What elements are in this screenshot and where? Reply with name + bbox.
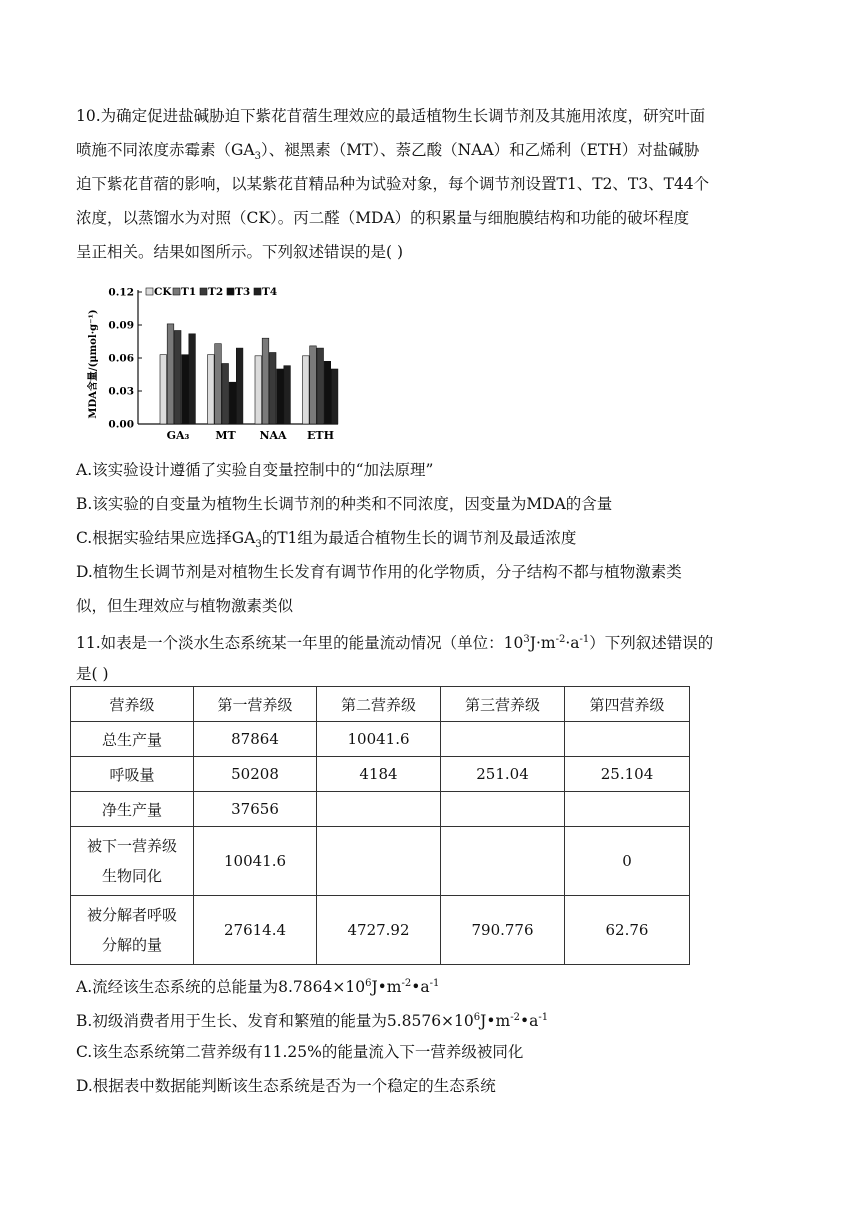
- chart-x-tick-label: ETH: [307, 429, 334, 442]
- chart-x-tick-label: MT: [215, 429, 236, 442]
- chart-bar: [236, 348, 243, 424]
- table-cell: 10041.6: [317, 722, 441, 757]
- question-11-option-b[interactable]: B.初级消费者用于生长、发育和繁殖的能量为$5.8576\times 10^6J•m^{-2}•a^{-1}$: [76, 1012, 549, 1031]
- chart-y-axis-label: MDA含量/(μmol·g⁻¹): [88, 309, 99, 419]
- table-cell: 4184: [317, 757, 441, 792]
- question-10-text: 10.为确定促进盐碱胁迫下紫花苜蓿生理效应的最适植物生长调节剂及其施用浓度，研究叶面: [76, 107, 706, 125]
- table-cell: [565, 792, 690, 827]
- table-row: [71, 792, 690, 827]
- table-cell: [565, 722, 690, 757]
- chart-bar: [167, 324, 174, 424]
- table-cell: 27614.4: [194, 896, 317, 965]
- table-row-label: 被下一营养级 生物同化: [71, 827, 194, 896]
- question-10-option-c[interactable]: C.根据实验结果应选择$GA_3$的T1组为最适合植物生长的调节剂及最适浓度: [76, 529, 577, 551]
- table-cell: 62.76: [565, 896, 690, 965]
- table-cell: 0: [565, 827, 690, 896]
- chart-bar: [310, 346, 317, 424]
- question-11-option-c[interactable]: C.该生态系统第二营养级有11.25%的能量流入下一营养级被同化: [76, 1043, 524, 1061]
- chart-bar: [208, 355, 215, 424]
- table-cell: 37656: [194, 792, 317, 827]
- chart-legend-swatch: [173, 288, 180, 295]
- table-header-cell: 第一营养级: [194, 687, 317, 722]
- chart-bar: [255, 356, 262, 424]
- chart-bar: [324, 361, 331, 424]
- question-10-text: 迫下紫花苜蓿的影响，以某紫花苜精品种为试验对象，每个调节剂设置T1、T2、T3、T44个: [76, 175, 710, 193]
- table-header-cell: 第三营养级: [441, 687, 565, 722]
- chart-bar: [215, 344, 222, 424]
- chart-y-tick-label: 0.09: [108, 319, 134, 332]
- table-cell: 10041.6: [194, 827, 317, 896]
- chart-legend-label: T4: [262, 286, 278, 298]
- table-cell: [441, 792, 565, 827]
- table-cell: 790.776: [441, 896, 565, 965]
- table-row: [71, 827, 690, 896]
- chart-y-tick-label: 0.03: [108, 385, 134, 398]
- question-11-text: 11.如表是一个淡水生态系统某一年里的能量流动情况（单位：$10^3J\cdot m^{-2}\cdot a^{-1}$）下列叙述错误的: [76, 634, 714, 653]
- chart-bar: [174, 331, 181, 425]
- chart-bar: [189, 334, 196, 424]
- table-row-label: 净生产量: [71, 792, 194, 827]
- table-row-label: 被分解者呼吸 分解的量: [71, 896, 194, 965]
- chart-bar: [262, 338, 269, 424]
- chart-legend-swatch: [254, 288, 261, 295]
- chart-bar: [331, 369, 338, 424]
- chart-y-tick-label: 0.00: [108, 418, 134, 431]
- chart-bar: [269, 353, 276, 425]
- table-row: [71, 896, 690, 965]
- table-row-label: 呼吸量: [71, 757, 194, 792]
- question-10-option-a[interactable]: A.该实验设计遵循了实验自变量控制中的“加法原理”: [76, 461, 434, 479]
- question-10-option-d[interactable]: D.植物生长调节剂是对植物生长发育有调节作用的化学物质，分子结构不都与植物激素类: [76, 563, 682, 581]
- question-11-option-d[interactable]: D.根据表中数据能判断该生态系统是否为一个稳定的生态系统: [76, 1077, 496, 1095]
- chart-bar: [160, 355, 167, 424]
- question-10-option-b[interactable]: B.该实验的自变量为植物生长调节剂的种类和不同浓度，因变量为MDA的含量: [76, 495, 613, 513]
- chart-legend-swatch: [146, 288, 153, 295]
- table-cell: 25.104: [565, 757, 690, 792]
- table-cell: 50208: [194, 757, 317, 792]
- question-10-text: 喷施不同浓度赤霉素$(GA_3)$、褪黑素（MT）、萘乙酸（NAA）和乙烯利（ETH）对盐碱胁: [76, 141, 700, 163]
- question-11-text: 是( ): [76, 665, 109, 683]
- chart-y-tick-label: 0.06: [108, 352, 134, 365]
- chart-bar: [222, 364, 229, 425]
- chart-legend-label: T1: [181, 286, 197, 298]
- chart-bar: [303, 356, 310, 424]
- chart-x-tick-label: NAA: [259, 429, 287, 442]
- table-header-cell: 第二营养级: [317, 687, 441, 722]
- table-header-row: [71, 687, 690, 722]
- table-cell: [317, 792, 441, 827]
- table-cell: 87864: [194, 722, 317, 757]
- chart-x-tick-label: GA₃: [166, 429, 190, 442]
- table-row-label: 总生产量: [71, 722, 194, 757]
- table-cell: [441, 827, 565, 896]
- energy-flow-table: [70, 686, 690, 965]
- chart-legend-label: T3: [235, 286, 251, 298]
- question-10-text: 呈正相关。结果如图所示。下列叙述错误的是( ): [76, 243, 404, 261]
- question-10-text: 浓度，以蒸馏水为对照（CK）。丙二醛（MDA）的积累量与细胞膜结构和功能的破坏程度: [76, 209, 690, 227]
- chart-bar: [317, 348, 324, 424]
- chart-y-tick-label: 0.12: [108, 286, 134, 299]
- question-10-option-d[interactable]: 似，但生理效应与植物激素类似: [76, 597, 294, 615]
- mda-bar-chart: [76, 278, 346, 448]
- table-header-cell: 营养级: [71, 687, 194, 722]
- chart-legend-swatch: [227, 288, 234, 295]
- chart-legend-swatch: [200, 288, 207, 295]
- table-cell: [317, 827, 441, 896]
- chart-legend-label: T2: [208, 286, 224, 298]
- chart-legend-label: CK: [154, 286, 172, 298]
- table-header-cell: 第四营养级: [565, 687, 690, 722]
- table-row: [71, 757, 690, 792]
- chart-bar: [284, 366, 291, 424]
- question-11-option-a[interactable]: A.流经该生态系统的总能量为$8.7864\times 10^6J•m^{-2}•a^{-1}$: [76, 978, 440, 997]
- chart-bar: [229, 382, 236, 424]
- table-row: [71, 722, 690, 757]
- table-cell: [441, 722, 565, 757]
- table-cell: 251.04: [441, 757, 565, 792]
- chart-bar: [182, 355, 189, 424]
- table-cell: 4727.92: [317, 896, 441, 965]
- chart-bar: [277, 369, 284, 424]
